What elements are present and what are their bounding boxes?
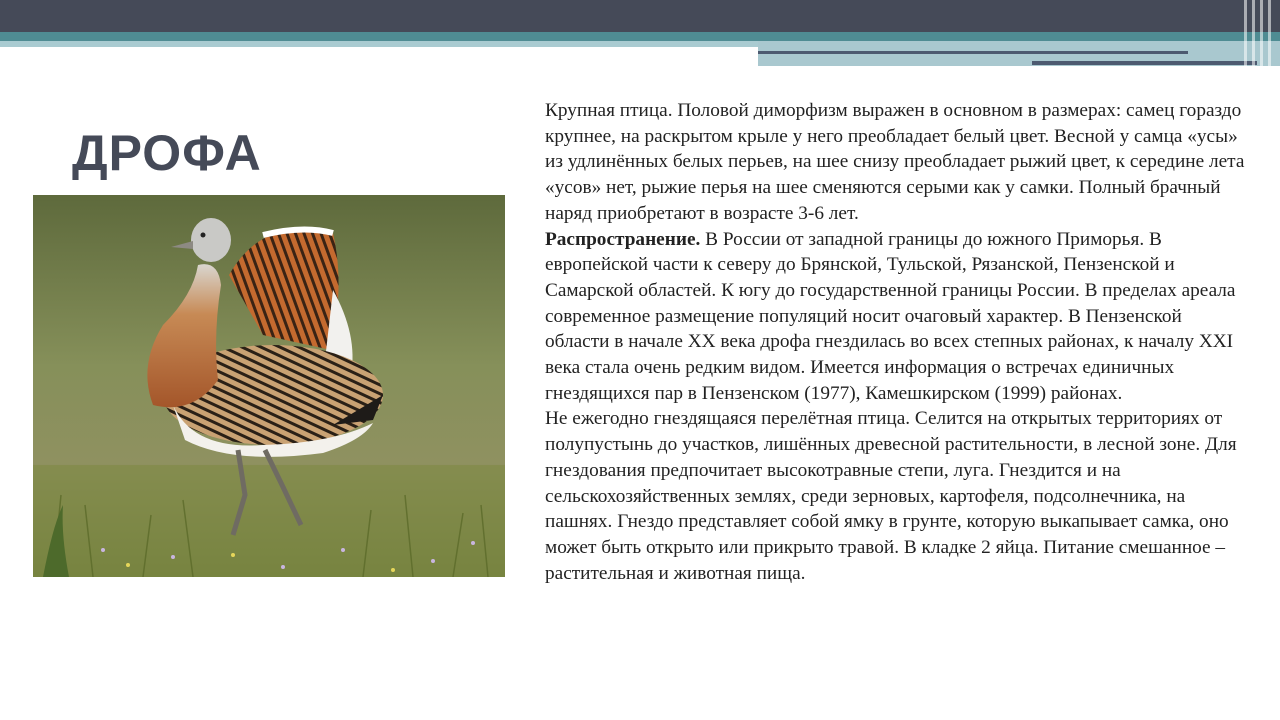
header-line-short — [1032, 61, 1257, 65]
slide-title: ДРОФА — [72, 125, 262, 181]
header-stripes — [1240, 0, 1280, 66]
header-bar — [0, 0, 1280, 32]
header-band-light — [0, 41, 758, 47]
header-line — [758, 51, 1188, 54]
distribution-label: Распространение. — [545, 228, 701, 250]
paragraph-ecology: Не ежегодно гнездящаяся перелётная птица. Селится на открытых территориях от полупустынь до участков, лишённых древесной растительности, в лесной зоне. Для гнездования предпочитает высокотравные степи, луга. Гнездится и на сельскохозяйственных землях, среди зерновых, картофеля, подсолнечника, на пашнях. Гнездо представляет собой ямку в грунте, которую выкапывает самка, оно может быть открыто или прикрыто травой. В кладке 2 яйца. Питание смешанное – растительная и животная пища. — [545, 408, 1237, 584]
paragraph-distribution — [545, 227, 1245, 407]
paragraph-appearance: Крупная птица. Половой диморфизм выражен в основном в размерах: самец гораздо крупнее, на раскрытом крыле у него преобладает белый цвет. Весной у самца «усы» из удлинённых белых перьев, на шее снизу преобладает рыжий цвет, к середине лета «усов» нет, рыжие перья на шее сменяются серыми как у самки. Полный брачный наряд приобретают в возрасте 3-6 лет. — [545, 100, 1245, 224]
distribution-text: В России от западной границы до южного Приморья. В европейской части к северу до Брянской, Тульской, Рязанской, Пензенской и Самарской областей. К югу до государственной границы России. В пределах ареала современное размещение популяций носит очаговый характер. В Пензенской области в начале XX века дрофа гнездилась во всех степных районах, к началу XXI века стала очень редким видом. Имеется информация о встречах единичных гнездящихся пар в Пензенском (1977), Камешкирском (1999) районах. — [545, 228, 1236, 404]
bustard-illustration — [33, 195, 505, 577]
bustard-photo — [33, 195, 505, 577]
description-text — [545, 98, 1245, 586]
header-band — [0, 32, 1280, 41]
